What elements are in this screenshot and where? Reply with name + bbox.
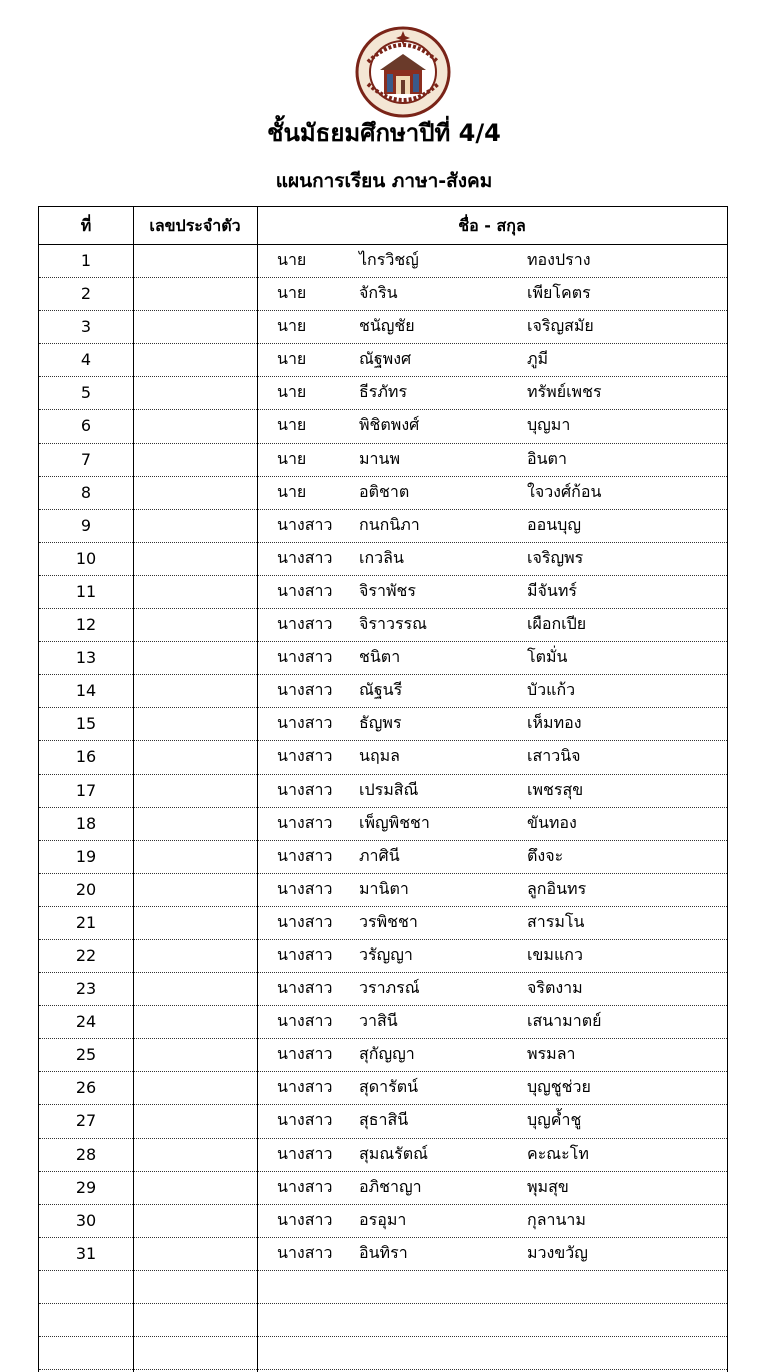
row-number: 7 <box>80 449 92 469</box>
table-row <box>39 1304 727 1337</box>
name-prefix: นางสาว <box>277 1077 333 1097</box>
last-name: คะณะโท <box>527 1143 589 1163</box>
last-name: พรมลา <box>527 1044 576 1064</box>
row-number: 27 <box>75 1111 97 1131</box>
first-name: อินทิรา <box>359 1242 408 1262</box>
row-number: 2 <box>80 284 92 304</box>
row-number: 16 <box>75 747 97 767</box>
table-row <box>39 1172 727 1205</box>
last-name: จริตงาม <box>527 978 583 998</box>
row-number: 10 <box>75 548 97 568</box>
last-name: เจริญพร <box>527 547 584 567</box>
row-number: 24 <box>75 1012 97 1032</box>
first-name: จิราพัชร <box>359 580 416 600</box>
row-number: 9 <box>80 515 92 535</box>
name-prefix: นางสาว <box>277 1011 333 1031</box>
table-row <box>39 874 727 907</box>
last-name: บุญค้ำชู <box>527 1110 582 1130</box>
first-name: เปรมสิณี <box>359 779 419 799</box>
last-name: โตมั่น <box>527 647 568 667</box>
row-number: 21 <box>75 912 97 932</box>
table-row <box>39 741 727 774</box>
name-prefix: นาย <box>277 448 307 468</box>
last-name: บุญมา <box>527 415 571 435</box>
name-prefix: นางสาว <box>277 614 333 634</box>
name-prefix: นางสาว <box>277 911 333 931</box>
first-name: ชนัญชัย <box>359 316 415 336</box>
table-row <box>39 1072 727 1105</box>
first-name: ณัฐพงศ <box>359 349 412 369</box>
first-name: มานพ <box>359 448 401 468</box>
table-row <box>39 410 727 443</box>
first-name: ณัฐนรี <box>359 680 403 700</box>
first-name: พิชิตพงศ์ <box>359 415 420 435</box>
name-prefix: นางสาว <box>277 746 333 766</box>
first-name: นฤมล <box>359 746 400 766</box>
row-number: 4 <box>80 350 92 370</box>
first-name: เพ็ญพิชชา <box>359 812 430 832</box>
table-row <box>39 1205 727 1238</box>
last-name: พุมสุข <box>527 1176 569 1196</box>
name-prefix: นางสาว <box>277 1176 333 1196</box>
first-name: จิราวรรณ <box>359 614 427 634</box>
first-name: สุดารัตน์ <box>359 1077 419 1097</box>
last-name: บัวแก้ว <box>527 680 576 700</box>
first-name: วรัญญา <box>359 944 413 964</box>
first-name: วรพิชชา <box>359 911 418 931</box>
name-prefix: นางสาว <box>277 978 333 998</box>
row-number: 5 <box>80 383 92 403</box>
school-emblem-icon <box>354 26 452 118</box>
name-prefix: นาย <box>277 316 307 336</box>
name-prefix: นางสาว <box>277 547 333 567</box>
name-prefix: นาย <box>277 250 307 269</box>
last-name: ตึงจะ <box>527 845 564 865</box>
row-number: 6 <box>80 416 92 436</box>
table-row <box>39 311 727 344</box>
name-prefix: นางสาว <box>277 1242 333 1262</box>
row-number: 14 <box>75 681 97 701</box>
table-row <box>39 1271 727 1304</box>
name-prefix: นางสาว <box>277 878 333 898</box>
row-number: 31 <box>75 1243 97 1263</box>
row-number: 25 <box>75 1045 97 1065</box>
first-name: กนกนิภา <box>359 514 420 534</box>
last-name: อินตา <box>527 448 567 468</box>
last-name: ใจวงศ์ก้อน <box>527 481 602 501</box>
name-prefix: นางสาว <box>277 812 333 832</box>
table-row <box>39 642 727 675</box>
first-name: อรอุมา <box>359 1209 407 1229</box>
name-prefix: นางสาว <box>277 580 333 600</box>
first-name: ไกรวิชญ์ <box>359 250 419 269</box>
row-number: 1 <box>80 251 92 270</box>
row-number: 23 <box>75 979 97 999</box>
last-name: ลูกอินทร <box>527 878 587 898</box>
study-plan-subtitle: แผนการเรียน ภาษา-สังคม <box>275 170 493 192</box>
last-name: เสาวนิจ <box>527 746 581 766</box>
first-name: อภิชาญา <box>359 1176 422 1196</box>
last-name: เผือกเปีย <box>527 614 587 634</box>
last-name: เห็มทอง <box>527 713 582 733</box>
row-number: 12 <box>75 615 97 635</box>
last-name: เจริญสมัย <box>527 316 594 336</box>
name-prefix: นาย <box>277 481 307 501</box>
row-number: 11 <box>75 581 97 601</box>
table-row <box>39 444 727 477</box>
first-name: เกวลิน <box>359 547 404 567</box>
table-row <box>39 1139 727 1172</box>
first-name: วราภรณ์ <box>359 978 420 998</box>
table-row <box>39 841 727 874</box>
last-name: สารมโน <box>527 911 585 931</box>
first-name: สุธาสินี <box>359 1110 409 1130</box>
name-prefix: นาย <box>277 283 307 303</box>
table-row <box>39 344 727 377</box>
name-prefix: นางสาว <box>277 1143 333 1163</box>
student-roster-table <box>38 206 728 1372</box>
table-header-row <box>39 207 727 245</box>
first-name: สุกัญญา <box>359 1044 415 1064</box>
table-row <box>39 973 727 1006</box>
name-prefix: นางสาว <box>277 713 333 733</box>
name-prefix: นางสาว <box>277 680 333 700</box>
table-row <box>39 278 727 311</box>
last-name: มีจันทร์ <box>527 580 577 600</box>
name-prefix: นางสาว <box>277 845 333 865</box>
table-row <box>39 543 727 576</box>
table-row <box>39 1105 727 1138</box>
table-row <box>39 1006 727 1039</box>
name-prefix: นางสาว <box>277 1110 333 1130</box>
last-name: ทรัพย์เพชร <box>527 382 602 402</box>
table-row <box>39 510 727 543</box>
last-name: เขมแกว <box>527 944 583 964</box>
table-row <box>39 940 727 973</box>
name-prefix: นาย <box>277 415 307 435</box>
table-body <box>39 245 727 1370</box>
name-prefix: นางสาว <box>277 779 333 799</box>
first-name: อติชาต <box>359 481 410 501</box>
table-row <box>39 1337 727 1370</box>
header-full-name: ชื่อ - สกุล <box>458 216 526 235</box>
table-row <box>39 808 727 841</box>
table-row <box>39 245 727 278</box>
first-name: จักริน <box>359 283 398 303</box>
name-prefix: นางสาว <box>277 647 333 667</box>
table-row <box>39 609 727 642</box>
name-prefix: นาย <box>277 349 307 369</box>
name-prefix: นางสาว <box>277 514 333 534</box>
row-number: 20 <box>75 879 97 899</box>
row-number: 8 <box>80 482 92 502</box>
last-name: บุญชูช่วย <box>527 1077 591 1097</box>
table-row <box>39 1039 727 1072</box>
table-row <box>39 907 727 940</box>
row-number: 19 <box>75 846 97 866</box>
table-row <box>39 708 727 741</box>
last-name: กุลานาม <box>527 1209 586 1229</box>
table-row <box>39 477 727 510</box>
row-number: 15 <box>75 714 97 734</box>
class-title: ชั้นมัธยมศึกษาปีที่ 4/4 <box>267 119 501 147</box>
table-row <box>39 775 727 808</box>
first-name: สุมณรัตณ์ <box>359 1143 428 1163</box>
row-number: 17 <box>75 780 97 800</box>
last-name: ทองปราง <box>527 250 591 269</box>
first-name: มานิตา <box>359 878 409 898</box>
first-name: ภาศินี <box>359 845 400 865</box>
first-name: ธัญพร <box>359 713 402 733</box>
table-row <box>39 675 727 708</box>
row-number: 13 <box>75 648 97 668</box>
name-prefix: นาย <box>277 382 307 402</box>
row-number: 26 <box>75 1078 97 1098</box>
row-number: 28 <box>75 1144 97 1164</box>
name-prefix: นางสาว <box>277 1044 333 1064</box>
header-number: ที่ <box>80 216 92 235</box>
first-name: ธีรภัทร <box>359 382 408 402</box>
table-row <box>39 1238 727 1271</box>
row-number: 29 <box>75 1177 97 1197</box>
last-name: ออนบุญ <box>527 514 581 534</box>
row-number: 3 <box>80 317 92 337</box>
last-name: เสนามาตย์ <box>527 1011 602 1031</box>
row-number: 18 <box>75 813 97 833</box>
table-row <box>39 576 727 609</box>
first-name: ชนิตา <box>359 647 401 667</box>
last-name: มวงขวัญ <box>527 1242 588 1262</box>
last-name: เพชรสุข <box>527 779 584 799</box>
first-name: วาสินี <box>359 1011 398 1031</box>
table-row <box>39 377 727 410</box>
last-name: ภูมี <box>527 349 549 369</box>
name-prefix: นางสาว <box>277 944 333 964</box>
row-number: 30 <box>75 1210 97 1230</box>
name-prefix: นางสาว <box>277 1209 333 1229</box>
last-name: เพียโคตร <box>527 283 591 303</box>
row-number: 22 <box>75 945 97 965</box>
last-name: ขันทอง <box>527 812 577 832</box>
header-student-id: เลขประจำตัว <box>149 216 241 235</box>
